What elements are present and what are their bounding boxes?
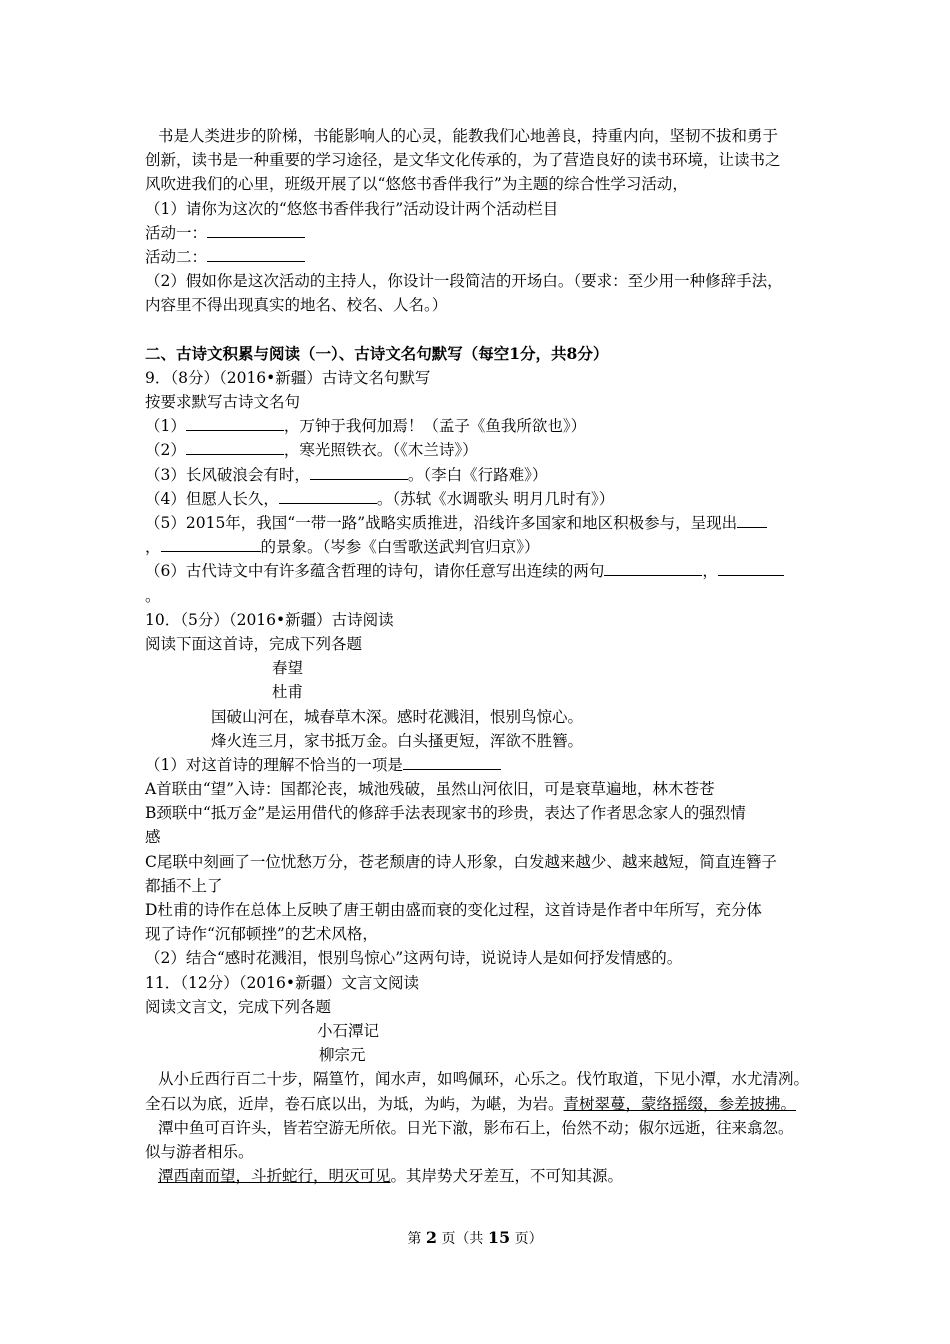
item-text: （4）但愿人长久， [145, 489, 279, 508]
q9-item-5-line-1 [145, 511, 815, 535]
item-text: 。（苏轼《水调歌头 明月几时有》） [376, 489, 615, 508]
item-text: ，寒光照铁衣。（《木兰诗》） [283, 441, 478, 460]
q10-instruction: 阅读下面这首诗，完成下列各题 [145, 634, 363, 653]
poem-line-2: 烽火连三月，家书抵万金。白头搔更短，浑欲不胜簪。 [211, 731, 584, 750]
q9-item-5-line-2 [145, 535, 815, 559]
footer-text: 第 [407, 1231, 422, 1247]
q9-item-3 [145, 463, 815, 487]
q11-instruction: 阅读文言文，完成下列各题 [145, 997, 332, 1016]
q9-item-1 [145, 414, 815, 438]
intro-line-2: 创新，读书是一种重要的学习途径，是文华文化传承的，为了营造良好的读书环境，让读书之 [145, 151, 781, 170]
question-2-line-2: 内容里不得出现真实的地名、校名、人名。） [145, 296, 448, 315]
poem-title: 春望 [272, 659, 304, 678]
option-c-line-1: C尾联中刻画了一位忧愁万分，苍老颓唐的诗人形象，白发越来越少、越来越短，简直连簪子 [145, 852, 777, 871]
passage-text: 全石以为底，近岸，卷石底以出，为坻，为屿，为嵁，为岩。 [145, 1094, 564, 1113]
question-2-line-1: （2）假如你是这次活动的主持人，你设计一段简洁的开场白。（要求：至少用一种修辞手法， [145, 272, 783, 291]
section-heading: 二、古诗文积累与阅读（一）、古诗文名句默写（每空1分，共8分） [145, 343, 609, 363]
q9-item-4 [145, 487, 815, 511]
intro-line-1: 书是人类进步的阶梯，书能影响人的心灵，能教我们心地善良，持重内向，坚韧不拔和勇于 [158, 127, 779, 145]
passage-title: 小石潭记 [317, 1021, 380, 1040]
poem-line-1: 国破山河在，城春草木深。感时花溅泪，恨别鸟惊心。 [211, 707, 584, 726]
poem-author: 杜甫 [272, 683, 304, 702]
underlined-sentence: 青树翠蔓，蒙络摇缀，参差披拂。 [563, 1094, 797, 1113]
q9-item-6-line-2: 。 [145, 586, 161, 605]
activity-1 [145, 221, 815, 245]
activity-2 [145, 245, 815, 269]
item-number: （2） [145, 441, 186, 460]
activity-1-label: 活动一： [145, 223, 208, 242]
q9-instruction: 按要求默写古诗文名句 [145, 393, 301, 412]
answer-blank [207, 223, 305, 238]
option-b-line-1: B颈联中“抵万金”是运用借代的修辞手法表现家书的珍贵，表达了作者思念家人的强烈情 [145, 804, 746, 823]
item-text: 的景象。（岑参《白雪歌送武判官归京》） [260, 538, 540, 557]
passage-line-1: 从小丘西行百二十步，隔篁竹，闻水声，如鸣佩环，心乐之。伐竹取道，下见小潭，水尤清冽。 [158, 1070, 810, 1089]
q11-header: 11．（12分）（2016•新疆）文言文阅读 [145, 973, 420, 992]
answer-blank [737, 513, 767, 528]
page-number: 2 [425, 1228, 437, 1247]
item-text: ，万钟于我何加焉！（孟子《鱼我所欲也》） [283, 417, 587, 436]
activity-2-label: 活动二： [145, 247, 208, 266]
underlined-sentence: 潭西南而望，斗折蛇行，明灭可见 [158, 1167, 391, 1186]
item-text: （3）长风破浪会有时， [145, 465, 310, 484]
answer-blank [186, 416, 284, 431]
item-text: ， [702, 562, 718, 581]
passage-line-2 [145, 1092, 815, 1116]
answer-blank [161, 537, 261, 552]
item-text: （5）2015年，我国“一带一路”战略实质推进，沿线许多国家和地区积极参与，呈现出 [145, 514, 738, 532]
option-c-line-2: 都插不上了 [145, 876, 223, 895]
option-a: A首联由“望”入诗：国都沦丧，城池残破，虽然山河依旧，可是衰草遍地，林木苍苍 [145, 780, 715, 799]
page-footer [0, 1228, 950, 1248]
answer-blank [186, 440, 284, 455]
answer-blank [207, 247, 305, 262]
q9-item-6-line-1 [145, 559, 815, 583]
question-1: （1）请你为这次的“悠悠书香伴我行”活动设计两个活动栏目 [145, 199, 559, 218]
item-number: （1） [145, 417, 186, 436]
answer-blank [403, 755, 501, 770]
q10-header: 10．（5分）（2016•新疆）古诗阅读 [145, 610, 394, 629]
passage-line-5 [145, 1164, 815, 1188]
q9-header: 9．（8分）（2016•新疆）古诗文名句默写 [145, 368, 431, 387]
intro-line-3: 风吹进我们的心里，班级开展了以“悠悠书香伴我行”为主题的综合性学习活动， [145, 175, 688, 194]
option-d-line-2: 现了诗作“沉郁顿挫”的艺术风格， [145, 925, 378, 944]
q10-sub-1 [145, 753, 815, 777]
passage-author: 柳宗元 [319, 1046, 366, 1065]
answer-blank [604, 561, 702, 576]
passage-text: 。其岸势犬牙差互，不可知其源。 [390, 1167, 624, 1186]
answer-blank [310, 465, 408, 480]
option-b-line-2: 感 [145, 828, 161, 847]
page-content [145, 124, 815, 1188]
answer-blank [279, 489, 377, 504]
footer-text: 页（共 [441, 1231, 484, 1247]
passage-line-3: 潭中鱼可百许头，皆若空游无所依。日光下澈，影布石上，佁然不动；俶尔远逝，往来翕忽。 [158, 1118, 794, 1137]
answer-blank [718, 561, 784, 576]
item-text: （1）对这首诗的理解不恰当的一项是 [145, 755, 403, 774]
passage-line-4: 似与游者相乐。 [145, 1142, 254, 1161]
item-text: 。（李白《行路难》） [407, 465, 548, 484]
item-text: （6）古代诗文中有许多蕴含哲理的诗句，请你任意写出连续的两句 [145, 562, 605, 581]
item-text: ， [145, 538, 161, 557]
option-d-line-1: D杜甫的诗作在总体上反映了唐王朝由盛而衰的变化过程，这首诗是作者中年所写，充分体 [145, 901, 762, 919]
page-total: 15 [487, 1228, 511, 1247]
q10-sub-2: （2）结合“感时花溅泪，恨别鸟惊心”这两句诗，说说诗人是如何抒发情感的。 [145, 949, 683, 968]
footer-text: 页） [514, 1231, 543, 1247]
q9-item-2 [145, 438, 815, 462]
